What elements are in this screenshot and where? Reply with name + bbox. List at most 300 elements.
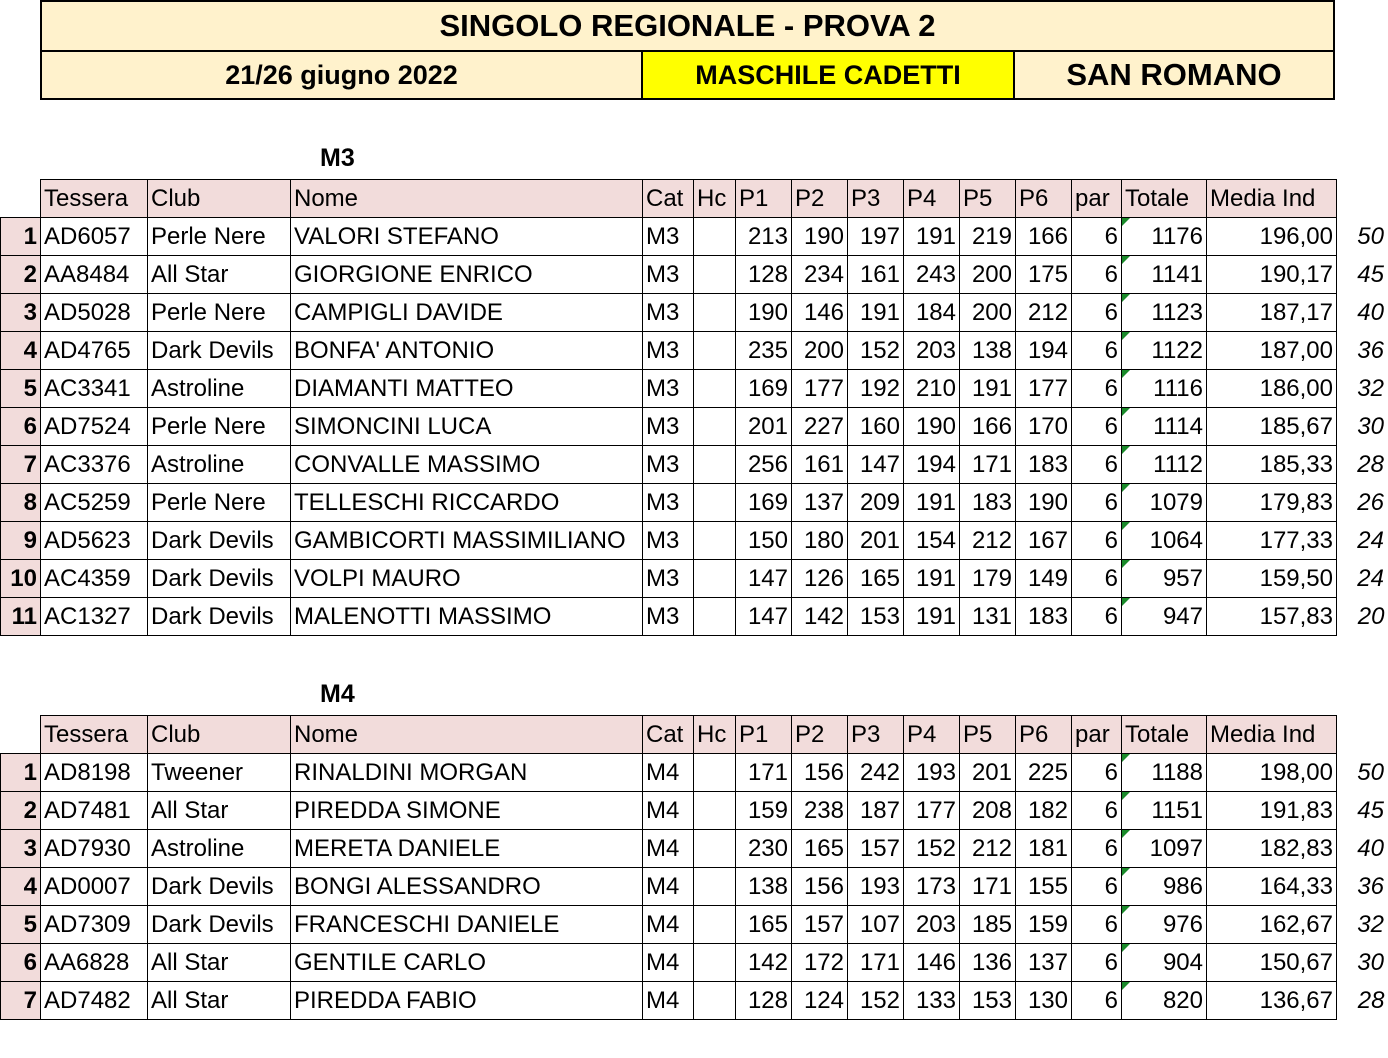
average-cell: 162,67 (1207, 906, 1337, 944)
name-cell: VOLPI MAURO (291, 560, 643, 598)
name-cell: GIORGIONE ENRICO (291, 256, 643, 294)
column-header: P3 (848, 716, 904, 754)
club-cell: Astroline (148, 446, 291, 484)
game-score-cell: 200 (792, 332, 848, 370)
games-count-cell: 6 (1072, 522, 1122, 560)
club-cell: Perle Nere (148, 484, 291, 522)
game-score-cell: 213 (736, 218, 792, 256)
game-score-cell: 190 (736, 294, 792, 332)
game-score-cell: 212 (960, 830, 1016, 868)
hc-cell (694, 906, 736, 944)
column-header: Nome (291, 716, 643, 754)
event-location: SAN ROMANO (1066, 57, 1282, 92)
rank-cell: 1 (1, 218, 41, 256)
column-header: Tessera (41, 716, 148, 754)
points-cell: 30 (1357, 948, 1384, 976)
game-score-cell: 187 (848, 792, 904, 830)
hc-cell (694, 830, 736, 868)
game-score-cell: 138 (736, 868, 792, 906)
column-header: Hc (694, 716, 736, 754)
game-score-cell: 142 (792, 598, 848, 636)
games-count-cell: 6 (1072, 256, 1122, 294)
cat-cell: M4 (643, 830, 694, 868)
tessera-cell: AD7930 (41, 830, 148, 868)
game-score-cell: 227 (792, 408, 848, 446)
column-header: P5 (960, 716, 1016, 754)
game-score-cell: 200 (960, 256, 1016, 294)
total-cell: 1079 (1122, 484, 1207, 522)
hc-cell (694, 944, 736, 982)
rank-cell: 3 (1, 830, 41, 868)
tessera-cell: AD7482 (41, 982, 148, 1020)
tessera-cell: AC3376 (41, 446, 148, 484)
average-cell: 177,33 (1207, 522, 1337, 560)
games-count-cell: 6 (1072, 792, 1122, 830)
cat-cell: M4 (643, 792, 694, 830)
game-score-cell: 161 (848, 256, 904, 294)
total-cell: 986 (1122, 868, 1207, 906)
rank-cell: 5 (1, 370, 41, 408)
total-cell: 1151 (1122, 792, 1207, 830)
table-row (1, 598, 1387, 636)
games-count-cell: 6 (1072, 598, 1122, 636)
game-score-cell: 161 (792, 446, 848, 484)
game-score-cell: 209 (848, 484, 904, 522)
average-cell: 186,00 (1207, 370, 1337, 408)
game-score-cell: 225 (1016, 754, 1072, 792)
game-score-cell: 130 (1016, 982, 1072, 1020)
club-cell: Dark Devils (148, 522, 291, 560)
games-count-cell: 6 (1072, 218, 1122, 256)
average-cell: 159,50 (1207, 560, 1337, 598)
games-count-cell: 6 (1072, 370, 1122, 408)
game-score-cell: 256 (736, 446, 792, 484)
cat-cell: M4 (643, 982, 694, 1020)
tessera-cell: AC5259 (41, 484, 148, 522)
game-score-cell: 107 (848, 906, 904, 944)
total-cell: 1114 (1122, 408, 1207, 446)
game-score-cell: 203 (904, 332, 960, 370)
column-header: Cat (643, 716, 694, 754)
section-label-m4: M4 (320, 680, 355, 708)
club-cell: Astroline (148, 370, 291, 408)
cat-cell: M3 (643, 332, 694, 370)
game-score-cell: 160 (848, 408, 904, 446)
games-count-cell: 6 (1072, 332, 1122, 370)
rank-cell: 2 (1, 256, 41, 294)
tessera-cell: AD7524 (41, 408, 148, 446)
event-title: SINGOLO REGIONALE - PROVA 2 (42, 2, 1333, 52)
average-cell: 187,00 (1207, 332, 1337, 370)
games-count-cell: 6 (1072, 446, 1122, 484)
rank-cell: 4 (1, 332, 41, 370)
game-score-cell: 131 (960, 598, 1016, 636)
tessera-cell: AC4359 (41, 560, 148, 598)
game-score-cell: 203 (904, 906, 960, 944)
column-header: P4 (904, 180, 960, 218)
game-score-cell: 230 (736, 830, 792, 868)
game-score-cell: 201 (848, 522, 904, 560)
points-cell: 50 (1357, 758, 1384, 786)
column-header: Media Ind (1207, 716, 1337, 754)
games-count-cell: 6 (1072, 294, 1122, 332)
column-header: Cat (643, 180, 694, 218)
club-cell: Dark Devils (148, 560, 291, 598)
game-score-cell: 165 (736, 906, 792, 944)
game-score-cell: 181 (1016, 830, 1072, 868)
tessera-cell: AA6828 (41, 944, 148, 982)
name-cell: TELLESCHI RICCARDO (291, 484, 643, 522)
cat-cell: M3 (643, 598, 694, 636)
game-score-cell: 147 (736, 560, 792, 598)
hc-cell (694, 332, 736, 370)
points-cell: 24 (1357, 564, 1384, 592)
column-header: P2 (792, 716, 848, 754)
rank-cell: 11 (1, 598, 41, 636)
game-score-cell: 166 (1016, 218, 1072, 256)
total-cell: 1123 (1122, 294, 1207, 332)
club-cell: Perle Nere (148, 218, 291, 256)
total-cell: 957 (1122, 560, 1207, 598)
club-cell: Perle Nere (148, 294, 291, 332)
name-cell: PIREDDA FABIO (291, 982, 643, 1020)
game-score-cell: 234 (792, 256, 848, 294)
game-score-cell: 200 (960, 294, 1016, 332)
total-cell: 1116 (1122, 370, 1207, 408)
header-blank-cell (1, 180, 41, 218)
average-cell: 182,83 (1207, 830, 1337, 868)
game-score-cell: 154 (904, 522, 960, 560)
hc-cell (694, 754, 736, 792)
club-cell: Dark Devils (148, 598, 291, 636)
game-score-cell: 212 (1016, 294, 1072, 332)
table-header-row (1, 716, 1387, 754)
table-row (1, 560, 1387, 598)
tessera-cell: AD5623 (41, 522, 148, 560)
name-cell: BONGI ALESSANDRO (291, 868, 643, 906)
game-score-cell: 191 (960, 370, 1016, 408)
table-row (1, 218, 1387, 256)
average-cell: 157,83 (1207, 598, 1337, 636)
game-score-cell: 153 (848, 598, 904, 636)
average-cell: 185,33 (1207, 446, 1337, 484)
game-score-cell: 201 (960, 754, 1016, 792)
cat-cell: M4 (643, 944, 694, 982)
average-cell: 191,83 (1207, 792, 1337, 830)
hc-cell (694, 982, 736, 1020)
game-score-cell: 157 (848, 830, 904, 868)
name-cell: RINALDINI MORGAN (291, 754, 643, 792)
game-score-cell: 169 (736, 370, 792, 408)
game-score-cell: 171 (960, 868, 1016, 906)
game-score-cell: 193 (848, 868, 904, 906)
club-cell: All Star (148, 792, 291, 830)
column-header: P6 (1016, 716, 1072, 754)
game-score-cell: 165 (792, 830, 848, 868)
games-count-cell: 6 (1072, 408, 1122, 446)
total-cell: 976 (1122, 906, 1207, 944)
tessera-cell: AC1327 (41, 598, 148, 636)
game-score-cell: 128 (736, 256, 792, 294)
column-header: Totale (1122, 716, 1207, 754)
event-category: MASCHILE CADETTI (643, 52, 1015, 98)
games-count-cell: 6 (1072, 944, 1122, 982)
average-cell: 187,17 (1207, 294, 1337, 332)
game-score-cell: 171 (848, 944, 904, 982)
event-info-row (42, 52, 1333, 98)
game-score-cell: 147 (736, 598, 792, 636)
table-row (1, 446, 1387, 484)
column-header: Club (148, 180, 291, 218)
game-score-cell: 177 (904, 792, 960, 830)
game-score-cell: 183 (1016, 446, 1072, 484)
total-cell: 1188 (1122, 754, 1207, 792)
game-score-cell: 197 (848, 218, 904, 256)
average-cell: 190,17 (1207, 256, 1337, 294)
points-cell: 26 (1357, 488, 1384, 516)
table-row (1, 332, 1387, 370)
points-cell: 40 (1357, 834, 1384, 862)
game-score-cell: 191 (904, 484, 960, 522)
event-header (40, 0, 1335, 100)
game-score-cell: 124 (792, 982, 848, 1020)
points-cell: 50 (1357, 222, 1384, 250)
column-header: Club (148, 716, 291, 754)
table-row (1, 754, 1387, 792)
column-header: P1 (736, 180, 792, 218)
game-score-cell: 194 (1016, 332, 1072, 370)
column-header: P1 (736, 716, 792, 754)
games-count-cell: 6 (1072, 560, 1122, 598)
hc-cell (694, 218, 736, 256)
game-score-cell: 235 (736, 332, 792, 370)
name-cell: SIMONCINI LUCA (291, 408, 643, 446)
game-score-cell: 149 (1016, 560, 1072, 598)
rank-cell: 9 (1, 522, 41, 560)
game-score-cell: 212 (960, 522, 1016, 560)
section-label-m3: M3 (320, 144, 355, 172)
hc-cell (694, 446, 736, 484)
total-cell: 820 (1122, 982, 1207, 1020)
name-cell: CONVALLE MASSIMO (291, 446, 643, 484)
club-cell: Dark Devils (148, 332, 291, 370)
average-cell: 150,67 (1207, 944, 1337, 982)
tessera-cell: AD7309 (41, 906, 148, 944)
table-row (1, 256, 1387, 294)
game-score-cell: 243 (904, 256, 960, 294)
name-cell: MERETA DANIELE (291, 830, 643, 868)
hc-cell (694, 792, 736, 830)
rank-cell: 2 (1, 792, 41, 830)
column-header: P2 (792, 180, 848, 218)
game-score-cell: 159 (1016, 906, 1072, 944)
cat-cell: M4 (643, 754, 694, 792)
game-score-cell: 210 (904, 370, 960, 408)
games-count-cell: 6 (1072, 484, 1122, 522)
hc-cell (694, 598, 736, 636)
games-count-cell: 6 (1072, 868, 1122, 906)
game-score-cell: 194 (904, 446, 960, 484)
game-score-cell: 147 (848, 446, 904, 484)
points-cell: 30 (1357, 412, 1384, 440)
average-cell: 136,67 (1207, 982, 1337, 1020)
total-cell: 1176 (1122, 218, 1207, 256)
game-score-cell: 219 (960, 218, 1016, 256)
hc-cell (694, 294, 736, 332)
total-cell: 904 (1122, 944, 1207, 982)
tessera-cell: AD4765 (41, 332, 148, 370)
game-score-cell: 136 (960, 944, 1016, 982)
rank-cell: 6 (1, 944, 41, 982)
cat-cell: M3 (643, 522, 694, 560)
game-score-cell: 128 (736, 982, 792, 1020)
club-cell: All Star (148, 256, 291, 294)
column-header: Media Ind (1207, 180, 1337, 218)
game-score-cell: 142 (736, 944, 792, 982)
game-score-cell: 190 (1016, 484, 1072, 522)
games-count-cell: 6 (1072, 754, 1122, 792)
name-cell: CAMPIGLI DAVIDE (291, 294, 643, 332)
average-cell: 179,83 (1207, 484, 1337, 522)
game-score-cell: 137 (1016, 944, 1072, 982)
table-row (1, 484, 1387, 522)
table-row (1, 294, 1387, 332)
game-score-cell: 157 (792, 906, 848, 944)
game-score-cell: 184 (904, 294, 960, 332)
points-cell: 28 (1357, 986, 1385, 1014)
rank-cell: 7 (1, 446, 41, 484)
average-cell: 185,67 (1207, 408, 1337, 446)
total-cell: 1112 (1122, 446, 1207, 484)
rank-cell: 7 (1, 982, 41, 1020)
game-score-cell: 169 (736, 484, 792, 522)
game-score-cell: 201 (736, 408, 792, 446)
hc-cell (694, 256, 736, 294)
club-cell: Tweener (148, 754, 291, 792)
club-cell: All Star (148, 982, 291, 1020)
game-score-cell: 190 (792, 218, 848, 256)
game-score-cell: 171 (736, 754, 792, 792)
points-cell: 32 (1357, 374, 1384, 402)
average-cell: 164,33 (1207, 868, 1337, 906)
name-cell: BONFA' ANTONIO (291, 332, 643, 370)
game-score-cell: 155 (1016, 868, 1072, 906)
name-cell: GENTILE CARLO (291, 944, 643, 982)
rank-cell: 1 (1, 754, 41, 792)
game-score-cell: 173 (904, 868, 960, 906)
game-score-cell: 182 (1016, 792, 1072, 830)
game-score-cell: 152 (848, 332, 904, 370)
game-score-cell: 126 (792, 560, 848, 598)
game-score-cell: 171 (960, 446, 1016, 484)
game-score-cell: 191 (848, 294, 904, 332)
total-cell: 947 (1122, 598, 1207, 636)
cat-cell: M3 (643, 256, 694, 294)
tessera-cell: AD6057 (41, 218, 148, 256)
game-score-cell: 177 (792, 370, 848, 408)
cat-cell: M4 (643, 868, 694, 906)
cat-cell: M4 (643, 906, 694, 944)
game-score-cell: 159 (736, 792, 792, 830)
hc-cell (694, 560, 736, 598)
game-score-cell: 167 (1016, 522, 1072, 560)
club-cell: Astroline (148, 830, 291, 868)
points-cell: 45 (1357, 260, 1384, 288)
table-row (1, 370, 1387, 408)
total-cell: 1097 (1122, 830, 1207, 868)
game-score-cell: 191 (904, 218, 960, 256)
games-count-cell: 6 (1072, 982, 1122, 1020)
rank-cell: 10 (1, 560, 41, 598)
hc-cell (694, 868, 736, 906)
column-header: Totale (1122, 180, 1207, 218)
game-score-cell: 183 (1016, 598, 1072, 636)
tessera-cell: AC3341 (41, 370, 148, 408)
results-table-m4 (0, 715, 1387, 1020)
games-count-cell: 6 (1072, 906, 1122, 944)
cat-cell: M3 (643, 408, 694, 446)
table-row (1, 830, 1387, 868)
table-row (1, 944, 1387, 982)
table-row (1, 982, 1387, 1020)
rank-cell: 5 (1, 906, 41, 944)
game-score-cell: 156 (792, 754, 848, 792)
points-cell: 24 (1357, 526, 1384, 554)
game-score-cell: 172 (792, 944, 848, 982)
game-score-cell: 138 (960, 332, 1016, 370)
rank-cell: 3 (1, 294, 41, 332)
name-cell: PIREDDA SIMONE (291, 792, 643, 830)
hc-cell (694, 522, 736, 560)
column-header: Nome (291, 180, 643, 218)
hc-cell (694, 408, 736, 446)
header-blank-cell (1, 716, 41, 754)
club-cell: All Star (148, 944, 291, 982)
column-header: Tessera (41, 180, 148, 218)
rank-cell: 6 (1, 408, 41, 446)
points-cell: 36 (1357, 872, 1384, 900)
tessera-cell: AD8198 (41, 754, 148, 792)
column-header: Hc (694, 180, 736, 218)
rank-cell: 8 (1, 484, 41, 522)
game-score-cell: 165 (848, 560, 904, 598)
game-score-cell: 150 (736, 522, 792, 560)
table-row (1, 522, 1387, 560)
game-score-cell: 177 (1016, 370, 1072, 408)
cat-cell: M3 (643, 294, 694, 332)
game-score-cell: 156 (792, 868, 848, 906)
column-header: P3 (848, 180, 904, 218)
points-cell: 20 (1357, 602, 1385, 630)
points-cell: 40 (1357, 298, 1384, 326)
name-cell: DIAMANTI MATTEO (291, 370, 643, 408)
game-score-cell: 191 (904, 560, 960, 598)
hc-cell (694, 370, 736, 408)
game-score-cell: 146 (904, 944, 960, 982)
average-cell: 198,00 (1207, 754, 1337, 792)
rank-cell: 4 (1, 868, 41, 906)
points-cell: 28 (1357, 450, 1384, 478)
column-header: par (1072, 716, 1122, 754)
game-score-cell: 238 (792, 792, 848, 830)
event-date: 21/26 giugno 2022 (42, 52, 643, 98)
game-score-cell: 242 (848, 754, 904, 792)
game-score-cell: 133 (904, 982, 960, 1020)
table-row (1, 408, 1387, 446)
total-cell: 1122 (1122, 332, 1207, 370)
game-score-cell: 208 (960, 792, 1016, 830)
hc-cell (694, 484, 736, 522)
